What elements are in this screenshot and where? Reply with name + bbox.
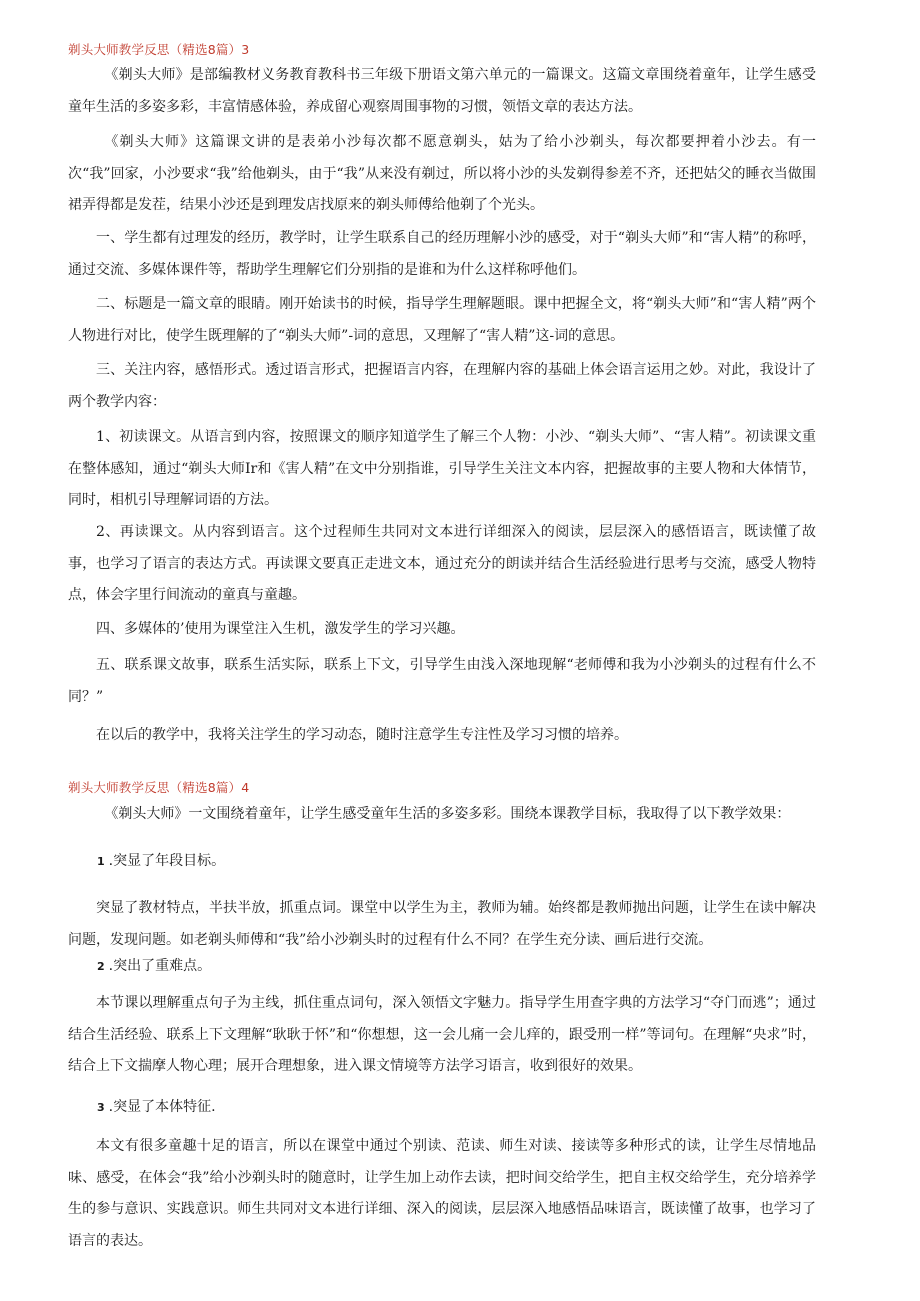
section-3-paragraph-2: 《剃头大师》这篇课文讲的是表弟小沙每次都不愿意剃头，姑为了给小沙剃头，每次都要押着小沙去。有一次“我”回家，小沙要求“我”给他剃头，由于“我”从来没有剃过，所以将小沙的头发剃得参差不齐，还把姑父的睡衣当做围裙弄得都是发茬，结果小沙还是到理发店找原来的剃头师傅给他剃了个光头。 [68, 134, 816, 213]
section-3-paragraph-8: 四、多媒体的’使用为课堂注入生机，激发学生的学习兴趣。 [96, 621, 465, 637]
item-number: 2 [97, 960, 105, 973]
item-number: 3 [97, 1101, 105, 1114]
section-4-item-2-body: 本节课以理解重点句子为主线，抓住重点词句，深入领悟文字魅力。指导学生用查字典的方法学习“夺门而逃”；通过结合生活经验、联系上下文理解“耿耿于怀”和“你想想，这一会儿痛一会儿痒的，跟受刑一样”等词句。在理解“央求”时，结合上下文揣摩人物心理；展开合理想象，进入课文情境等方法学习语言，收到很好的效果。 [68, 995, 816, 1074]
item-number: 1 [97, 855, 105, 868]
section-4-heading: 剃头大师教学反思（精选8篇）4 [68, 780, 250, 795]
section-3-paragraph-6: 1、初读课文。从语言到内容，按照课文的顺序知道学生了解三个人物：小沙、“剃头大师”、“害人精”。初读课文重在整体感知，通过“剃头大师Ir和《害人精”在文中分别指谁，引导学生关注文本内容，把握故事的主要人物和大体情节，同时，相机引导理解词语的方法。 [68, 429, 816, 508]
section-4-intro: 《剃头大师》一文围绕着童年，让学生感受童年生活的多姿多彩。围绕本课教学目标，我取得了以下教学效果： [104, 806, 791, 822]
section-4-item-2-title [97, 956, 211, 977]
section-4-item-3-body: 本文有很多童趣十足的语言，所以在课堂中通过个别读、范读、师生对读、接读等多种形式的读，让学生尽情地品味、感受，在体会“我”给小沙剃头时的随意时，让学生加上动作去读，把时间交给学生，把自主权交给学生，充分培养学生的参与意识、实践意识。师生共同对文本进行详细、深入的阅读，层层深入地感悟品味语言，既读懂了故事，也学习了语言的表达。 [68, 1138, 816, 1249]
section-4-item-1-title [97, 851, 225, 872]
section-4-item-1-body: 突显了教材特点，半扶半放，抓重点词。课堂中以学生为主，教师为辅。始终都是教师抛出问题，让学生在读中解决问题，发现问题。如老剃头师傅和“我”给小沙剃头时的过程有什么不同？在学生充分读、画后进行交流。 [68, 900, 816, 948]
section-3-paragraph-3: 一、学生都有过理发的经历，教学时，让学生联系自己的经历理解小沙的感受，对于“剃头大师”和“害人精”的称呼，通过交流、多媒体课件等，帮助学生理解它们分别指的是谁和为什么这样称呼他们。 [68, 230, 816, 278]
section-3-paragraph-10: 在以后的教学中，我将关注学生的学习动态，随时注意学生专注性及学习习惯的培养。 [96, 727, 628, 743]
section-3-paragraph-4: 二、标题是一篇文章的眼睛。刚开始读书的时候，指导学生理解题眼。课中把握全文，将“剃头大师”和“害人精”两个人物进行对比，使学生既理解的了“剃头大师”-词的意思，又理解了“害人精”这-词的意思。 [68, 296, 816, 344]
section-3-paragraph-9: 五、联系课文故事，联系生活实际，联系上下文，引导学生由浅入深地现解“老师傅和我为小沙剃头的过程有什么不同？” [68, 657, 816, 705]
item-title-text: .突显了本体特征. [108, 1099, 216, 1115]
section-3-paragraph-7: 2、再读课文。从内容到语言。这个过程师生共同对文本进行详细深入的阅读，层层深入的感悟语言，既读懂了故事，也学习了语言的表达方式。再读课文要真正走进文本，通过充分的朗读并结合生活经验进行思考与交流，感受人物特点，体会字里行间流动的童真与童趣。 [68, 524, 816, 603]
section-3-paragraph-5: 三、关注内容，感悟形式。透过语言形式，把握语言内容，在理解内容的基础上体会语言运用之妙。对此，我设计了两个教学内容： [68, 362, 816, 410]
section-3-paragraph-1: 《剃头大师》是部编教材义务教育教科书三年级下册语文第六单元的一篇课文。这篇文章围绕着童年，让学生感受童年生活的多姿多彩，丰富情感体验，养成留心观察周围事物的习惯，领悟文章的表达方法。 [68, 67, 816, 115]
item-title-text: .突显了年段目标。 [108, 853, 226, 869]
item-title-text: .突出了重难点。 [108, 958, 212, 974]
section-3-heading: 剃头大师教学反思（精选8篇）3 [68, 42, 250, 57]
section-4-item-3-title [97, 1097, 216, 1118]
